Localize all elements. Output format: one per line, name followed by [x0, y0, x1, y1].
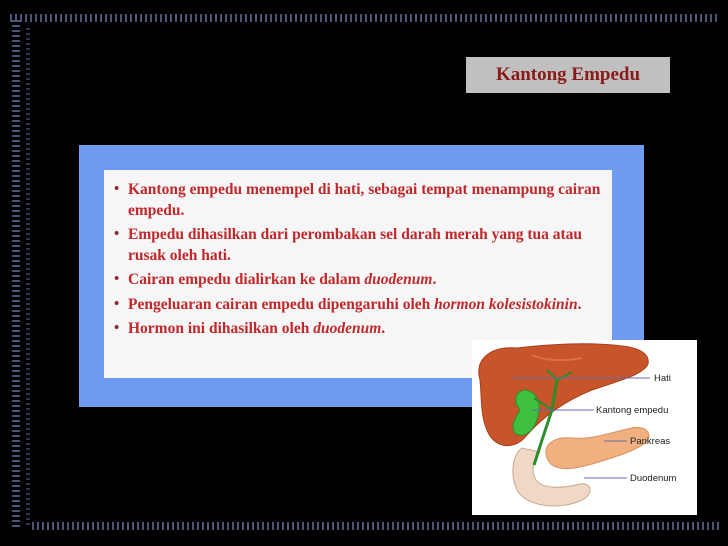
label-liver: Hati [654, 373, 671, 384]
bullet-item [114, 225, 604, 266]
bullet-item [114, 295, 604, 316]
bullet-text: Cairan empedu dialirkan ke dalam [128, 271, 365, 288]
bullet-dot-icon: • [114, 320, 120, 336]
bullet-text: . [381, 320, 386, 337]
slide-title [466, 57, 670, 93]
bullet-text: duodenum [313, 320, 382, 337]
bullet-text: . [577, 295, 582, 313]
bullet-item [114, 180, 604, 221]
bullet-dot-icon: • [114, 181, 120, 197]
label-gallbladder: Kantong empedu [596, 405, 669, 416]
bullet-dot-icon: • [114, 295, 120, 312]
decorative-border-inner-left [26, 28, 30, 528]
bullet-dot-icon: • [114, 226, 120, 242]
slide-title-text: Kantong Empedu [495, 64, 641, 85]
bullet-text: Kantong empedu menempel di hati, sebagai tempat menampung cairan empedu. [128, 181, 601, 219]
bullet-list [114, 180, 604, 340]
decorative-border-bottom [32, 522, 722, 530]
bullet-text: . [432, 271, 437, 288]
label-pancreas: Pankreas [630, 436, 671, 447]
anatomy-svg [472, 340, 697, 515]
bullet-item [114, 270, 604, 291]
decorative-border-left [12, 20, 20, 530]
bullet-text: duodenum [364, 271, 433, 288]
bullet-text: Pengeluaran cairan empedu dipengaruhi oleh [128, 295, 435, 313]
pancreas-shape [546, 427, 649, 468]
bullet-dot-icon: • [114, 271, 120, 287]
anatomy-diagram [472, 340, 697, 515]
bullet-text: hormon kolesistokinin [434, 295, 578, 313]
decorative-border-top [10, 14, 720, 22]
label-duodenum: Duodenum [630, 473, 677, 484]
bullet-item [114, 319, 604, 340]
bullet-text: Hormon ini dihasilkan oleh [128, 320, 314, 337]
bullet-text: Empedu dihasilkan dari perombakan sel darah merah yang tua atau rusak oleh hati. [128, 226, 583, 264]
